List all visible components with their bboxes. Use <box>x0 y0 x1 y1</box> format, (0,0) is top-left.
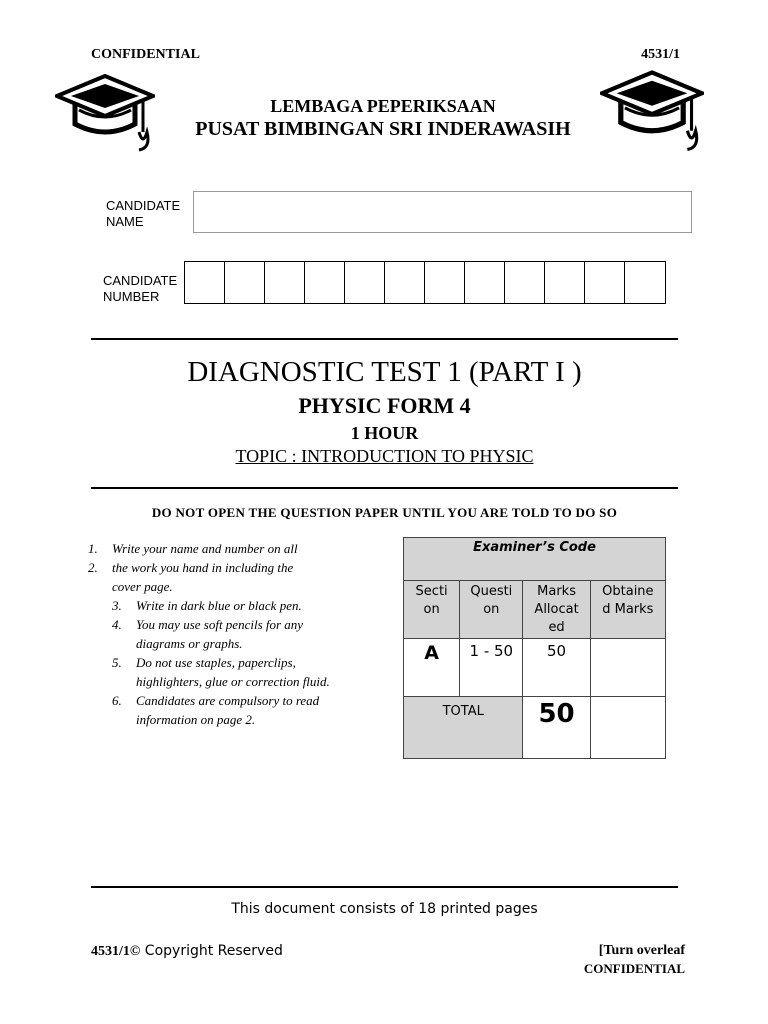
cell-marks-allocated: 50 <box>523 639 590 697</box>
examiners-code-table <box>403 537 666 759</box>
instruction-item: 1. Write your name and number on all <box>88 541 298 556</box>
instruction-item: highlighters, glue or correction fluid. <box>136 674 330 689</box>
instruction-item: 4. You may use soft pencils for any <box>112 617 304 632</box>
instruction-item: diagrams or graphs. <box>136 636 243 651</box>
graduation-cap-icon <box>55 74 155 154</box>
divider <box>91 338 678 340</box>
candidate-number-digit-box[interactable] <box>185 262 225 303</box>
total-label: TOTAL <box>404 697 523 759</box>
candidate-number-digit-box[interactable] <box>225 262 265 303</box>
candidate-name-field[interactable] <box>193 191 692 233</box>
cell-section: A <box>404 639 460 697</box>
divider <box>91 487 678 489</box>
copyright-text: Copyright Reserved <box>140 943 283 959</box>
candidate-name-label: CANDIDATE NAME <box>106 198 181 229</box>
table-title: Examiner’s Code <box>404 538 666 581</box>
candidate-number-digit-box[interactable] <box>505 262 545 303</box>
column-header-marks-allocated: Marks Allocat ed <box>523 581 590 639</box>
exam-duration: 1 HOUR <box>350 423 419 443</box>
footer-confidential: CONFIDENTIAL <box>583 961 685 976</box>
instruction-item: 6. Candidates are compulsory to read <box>112 693 320 708</box>
candidate-number-digit-box[interactable] <box>345 262 385 303</box>
header-confidential: CONFIDENTIAL <box>91 47 200 62</box>
organization-line-2: PUSAT BIMBINGAN SRI INDERAWASIH <box>195 118 571 140</box>
exam-subtitle: PHYSIC FORM 4 <box>298 393 471 418</box>
warning-text: DO NOT OPEN THE QUESTION PAPER UNTIL YOU ARE TOLD TO DO SO <box>151 505 618 520</box>
header-paper-code: 4531/1 <box>641 47 680 62</box>
copyright-code: 4531/1© <box>91 944 141 959</box>
candidate-number-digit-box[interactable] <box>625 262 665 303</box>
column-header-question: Questi on <box>460 581 523 639</box>
total-obtained-marks[interactable] <box>590 697 665 759</box>
column-header-section: Secti on <box>404 581 460 639</box>
turn-overleaf-text: [Turn overleaf <box>598 943 685 958</box>
instruction-item: 3. Write in dark blue or black pen. <box>112 598 302 613</box>
total-marks: 50 <box>523 697 590 759</box>
candidate-number-boxes[interactable] <box>184 261 666 304</box>
instruction-item: cover page. <box>112 579 173 594</box>
candidate-number-digit-box[interactable] <box>305 262 345 303</box>
instruction-item: 2. the work you hand in including the <box>88 560 294 575</box>
organization-line-1: LEMBAGA PEPERIKSAAN <box>270 96 496 116</box>
candidate-number-label: CANDIDATE NUMBER <box>103 273 178 304</box>
cell-question: 1 - 50 <box>460 639 523 697</box>
column-header-obtained-marks: Obtaine d Marks <box>590 581 665 639</box>
copyright-line <box>91 943 283 960</box>
candidate-number-digit-box[interactable] <box>425 262 465 303</box>
instruction-item: 5. Do not use staples, paperclips, <box>112 655 296 670</box>
instructions-list <box>88 539 378 729</box>
page-count-text: This document consists of 18 printed pages <box>231 901 538 917</box>
candidate-number-digit-box[interactable] <box>465 262 505 303</box>
candidate-number-digit-box[interactable] <box>545 262 585 303</box>
exam-topic: TOPIC : INTRODUCTION TO PHYSIC <box>235 446 534 466</box>
instruction-item: information on page 2. <box>136 712 256 727</box>
candidate-number-digit-box[interactable] <box>385 262 425 303</box>
candidate-number-digit-box[interactable] <box>265 262 305 303</box>
divider <box>91 886 678 888</box>
candidate-number-digit-box[interactable] <box>585 262 625 303</box>
exam-title: DIAGNOSTIC TEST 1 (PART I ) <box>187 356 582 388</box>
cell-obtained-marks[interactable] <box>590 639 665 697</box>
